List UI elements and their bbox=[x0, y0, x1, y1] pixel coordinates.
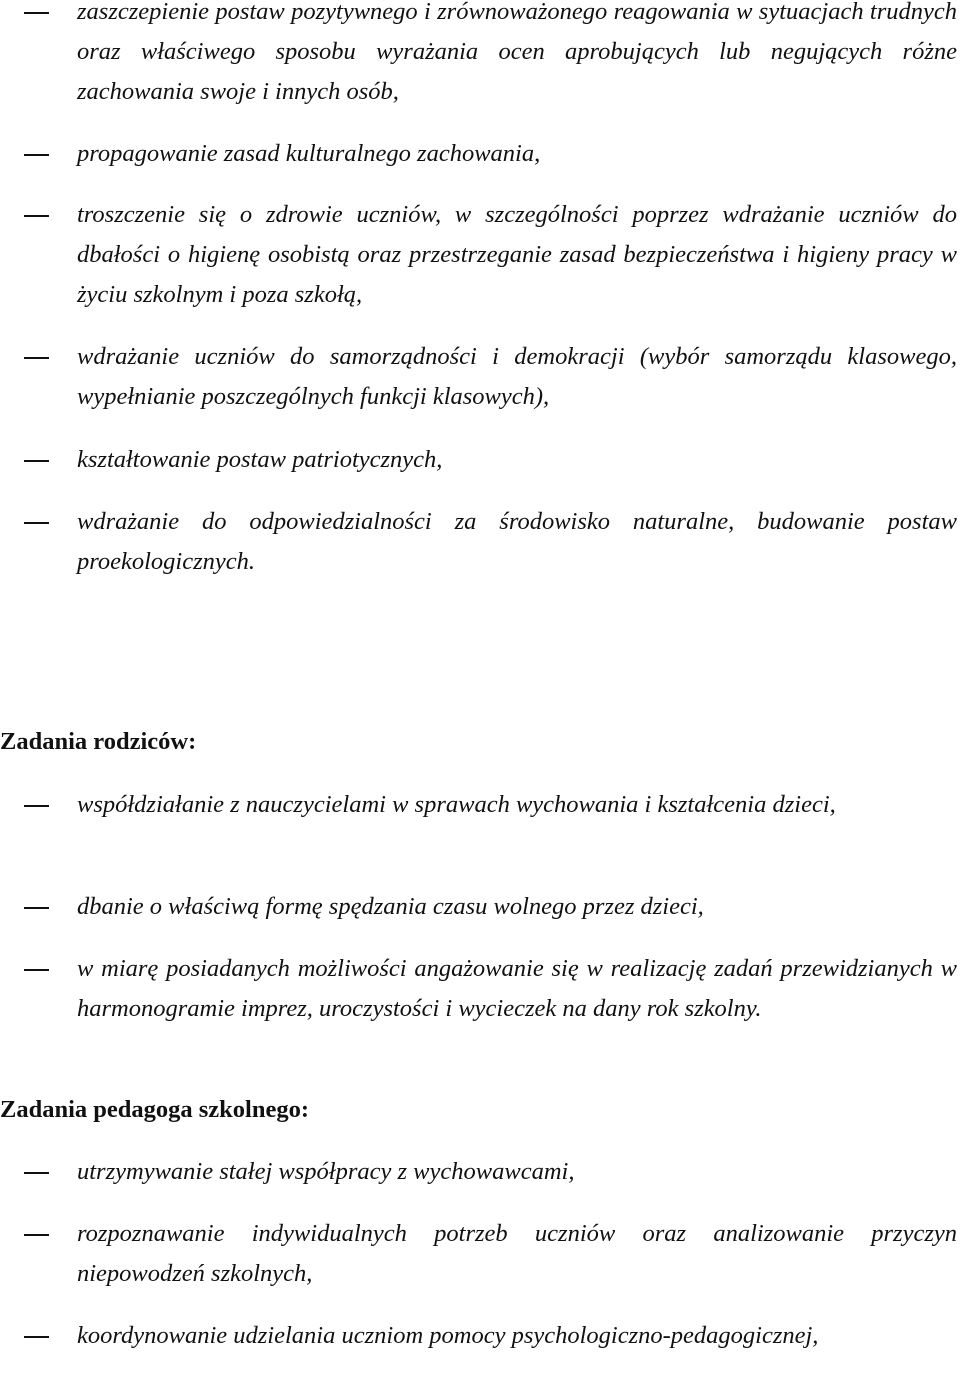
list-item: rozpoznawanie indywidualnych potrzeb uczniów oraz analizowanie przyczyn niepowodzeń szkolnych, bbox=[77, 1220, 957, 1287]
dash-icon bbox=[24, 805, 49, 807]
list-item: utrzymywanie stałej współpracy z wychowawcami, bbox=[77, 1158, 575, 1185]
dash-icon bbox=[24, 460, 49, 462]
list-item: wdrażanie uczniów do samorządności i demokracji (wybór samorządu klasowego, wypełnianie poszczególnych funkcji klasowych), bbox=[77, 343, 957, 410]
dash-icon bbox=[24, 907, 49, 909]
dash-icon bbox=[24, 1172, 49, 1174]
dash-icon bbox=[24, 154, 49, 156]
section-heading-parents: Zadania rodziców: bbox=[0, 728, 197, 755]
list-item: dbanie o właściwą formę spędzania czasu wolnego przez dzieci, bbox=[77, 893, 704, 920]
list-item: propagowanie zasad kulturalnego zachowania, bbox=[77, 140, 541, 167]
list-item: współdziałanie z nauczycielami w sprawach wychowania i kształcenia dzieci, bbox=[77, 791, 836, 818]
list-item: zaszczepienie postaw pozytywnego i zrównoważonego reagowania w sytuacjach trudnych oraz właściwego sposobu wyrażania ocen aprobujących lub negujących różne zachowania swoje i innych osób, bbox=[77, 0, 957, 105]
list-item: wdrażanie do odpowiedzialności za środowisko naturalne, budowanie postaw proekologicznych. bbox=[77, 508, 957, 575]
dash-icon bbox=[24, 12, 49, 14]
dash-icon bbox=[24, 1234, 49, 1236]
section-heading-pedagogue: Zadania pedagoga szkolnego: bbox=[0, 1096, 310, 1123]
list-item: koordynowanie udzielania uczniom pomocy psychologiczno-pedagogicznej, bbox=[77, 1322, 819, 1349]
list-item: kształtowanie postaw patriotycznych, bbox=[77, 446, 443, 473]
dash-icon bbox=[24, 522, 49, 524]
list-item: troszczenie się o zdrowie uczniów, w szczególności poprzez wdrażanie uczniów do dbałości o higienę osobistą oraz przestrzeganie zasad bezpieczeństwa i higieny pracy w życiu szkolnym i poza szkołą, bbox=[77, 201, 957, 308]
list-item: w miarę posiadanych możliwości angażowanie się w realizację zadań przewidzianych w harmonogramie imprez, uroczystości i wycieczek na dany rok szkolny. bbox=[77, 955, 957, 1022]
dash-icon bbox=[24, 1336, 49, 1338]
dash-icon bbox=[24, 969, 49, 971]
dash-icon bbox=[24, 215, 49, 217]
dash-icon bbox=[24, 357, 49, 359]
